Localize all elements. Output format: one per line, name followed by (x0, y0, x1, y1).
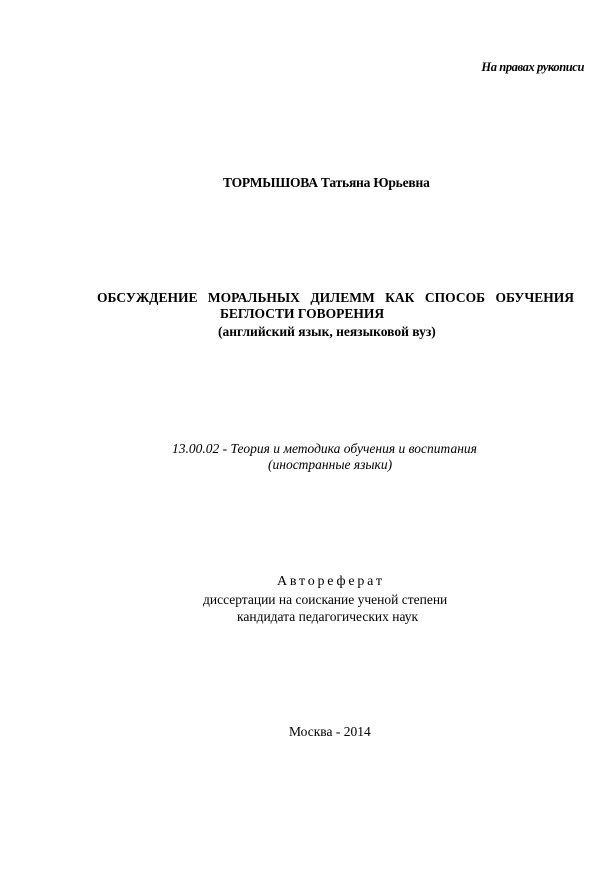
title-subtitle: (английский язык, неязыковой вуз) (218, 324, 436, 339)
specialty-qualifier: (иностранные языки) (268, 457, 393, 472)
document-type: Автореферат (277, 574, 385, 589)
title-line-2: БЕГЛОСТИ ГОВОРЕНИЯ (220, 306, 385, 321)
title-line-1: ОБСУЖДЕНИЕ МОРАЛЬНЫХ ДИЛЕММ КАК СПОСОБ ОБУЧЕНИЯ (97, 290, 574, 305)
specialty-code-and-name: 13.00.02 - Теория и методика обучения и воспитания (172, 441, 477, 456)
manuscript-note: На правах рукописи (481, 60, 584, 74)
document-purpose-line-1: диссертации на соискание ученой степени (203, 592, 448, 607)
city-and-year: Москва - 2014 (289, 724, 371, 739)
document-purpose-line-2: кандидата педагогических наук (237, 609, 419, 624)
author-name: ТОРМЫШОВА Татьяна Юрьевна (223, 175, 430, 190)
